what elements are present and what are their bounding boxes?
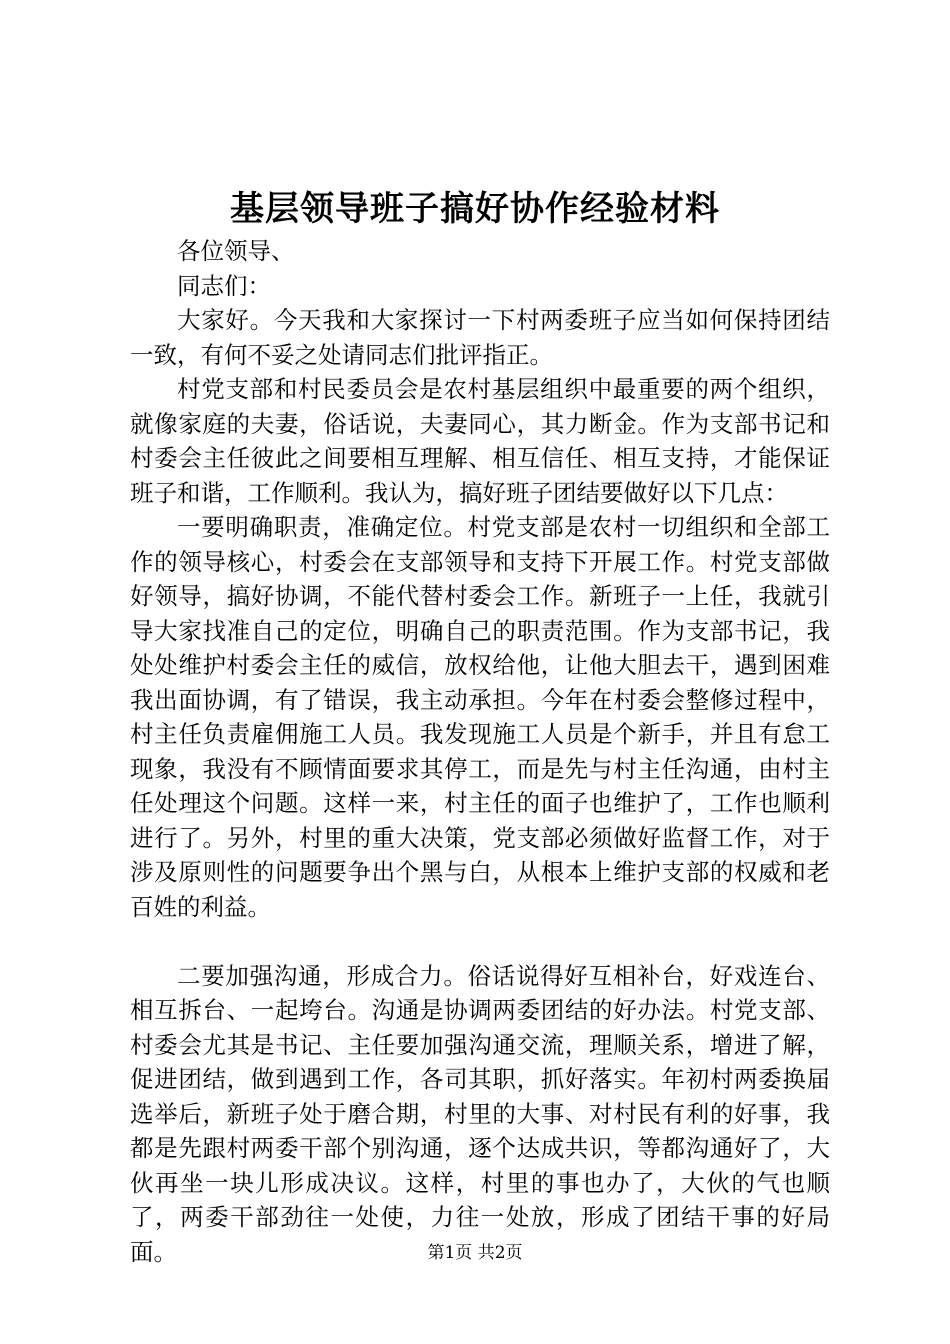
salutation-line: 同志们： — [177, 271, 271, 300]
body-paragraph: 一要明确职责，准确定位。村党支部是农村一切组织和全部工作的领导核心，村委会在支部领导和支持下开展工作。村党支部做好领导，搞好协调，不能代替村委会工作。新班子一上任，我就引导大家找准自己的定位，明确自己的职责范围。作为支部书记，我处处维护村委会主任的威信，放权给他，让他大胆去干，遇到困难我出面协调，有了错误，我主动承担。今年在村委会整修过程中，村主任负责雇佣施工人员。我发现施工人员是个新手，并且有怠工现象，我没有不顾情面要求其停工，而是先与村主任沟通，由村主任处理这个问题。这样一来，村主任的面子也维护了，工作也顺利进行了。另外，村里的重大决策，党支部必须做好监督工作，对于涉及原则性的问题要争出个黑与白，从根本上维护支部的权威和老百姓的利益。 — [130, 513, 830, 921]
document-title: 基层领导班子搞好协作经验材料 — [230, 189, 720, 229]
salutation-line: 各位领导、 — [177, 237, 295, 265]
body-paragraph: 大家好。今天我和大家探讨一下村两委班子应当如何保持团结一致，有何不妥之处请同志们批评指正。 — [130, 306, 830, 369]
document-body — [130, 234, 830, 1269]
body-paragraph: 村党支部和村民委员会是农村基层组织中最重要的两个组织，就像家庭的夫妻，俗话说，夫妻同心，其力断金。作为支部书记和村委会主任彼此之间要相互理解、相互信任、相互支持，才能保证班子和谐，工作顺利。我认为，搞好班子团结要做好以下几点： — [130, 375, 830, 507]
page-footer: 第1页 共2页 — [427, 1243, 523, 1263]
body-paragraph: 二要加强沟通，形成合力。俗话说得好互相补台，好戏连台、相互拆台、一起垮台。沟通是协调两委团结的好办法。村党支部、村委会尤其是书记、主任要加强沟通交流，理顺关系，增进了解，促进团结，做到遇到工作，各司其职，抓好落实。年初村两委换届选举后，新班子处于磨合期，村里的大事、对村民有利的好事，我都是先跟村两委干部个别沟通，逐个达成共识，等都沟通好了，大伙再坐一块儿形成决议。这样，村里的事也办了，大伙的气也顺了，两委干部劲往一处使，力往一处放，形成了团结干事的好局面。 — [130, 961, 830, 1266]
